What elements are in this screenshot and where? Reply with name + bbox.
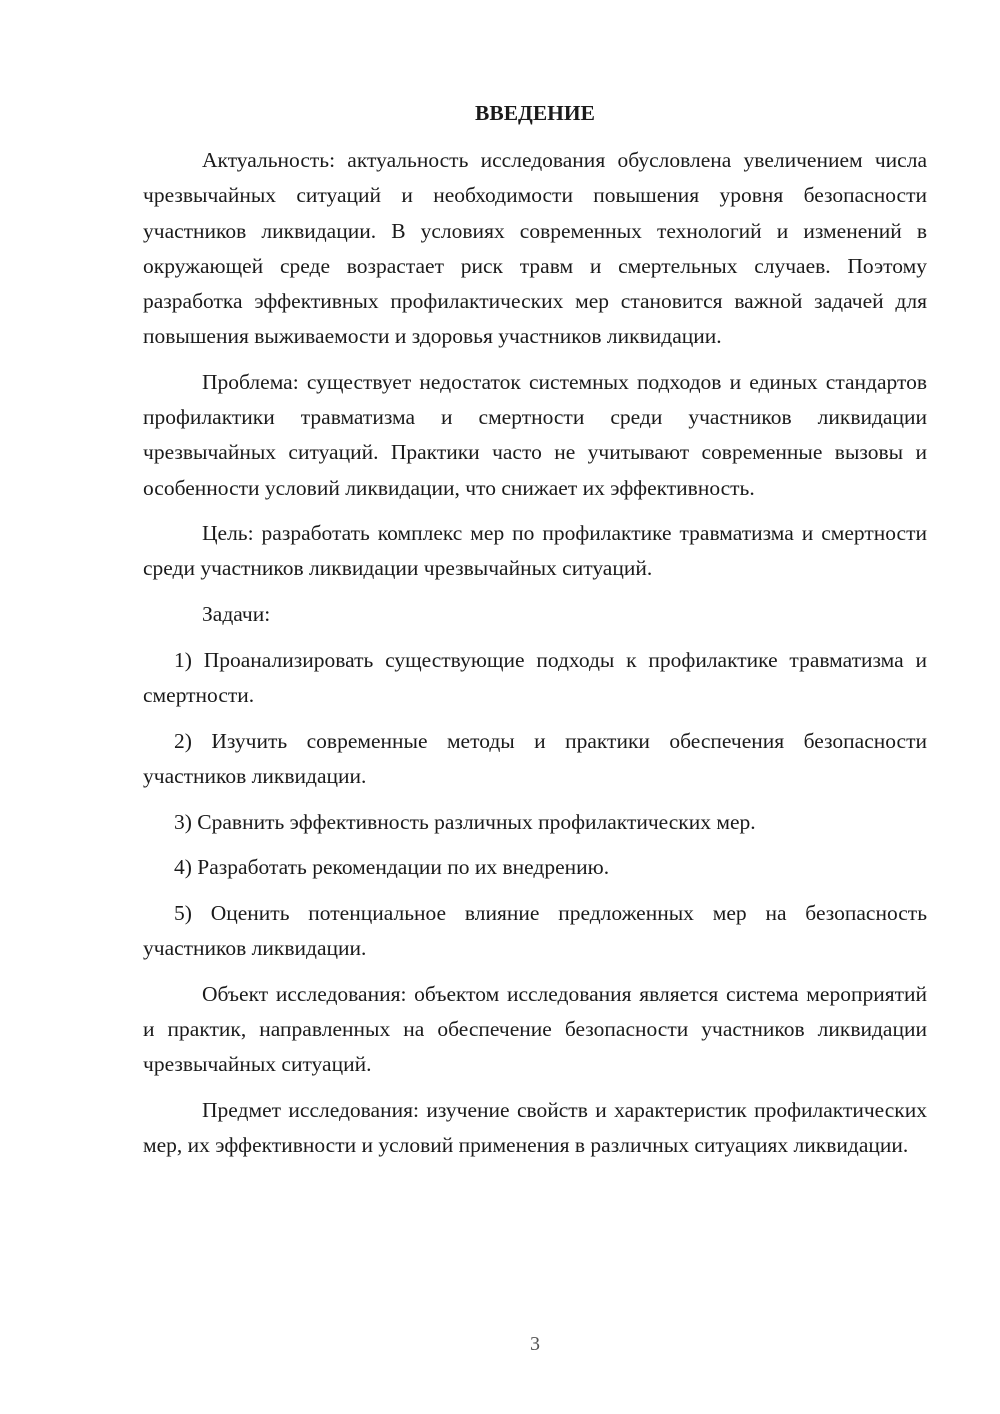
paragraph-relevance: Актуальность: актуальность исследования обусловлена увеличением числа чрезвычайных ситуаций и необходимости повышения уровня безопасности участников ликвидации. В условиях современных технологий и изменений в окружающей среде возрастает риск травм и смертельных случаев. Поэтому разработка эффективных профилактических мер становится важной задачей для повышения выживаемости и здоровья участников ликвидации. — [143, 148, 927, 349]
task-item-1: 1) Проанализировать существующие подходы к профилактике травматизма и смертности. — [143, 647, 927, 708]
task-item-5: 5) Оценить потенциальное влияние предложенных мер на безопасность участников ликвидации. — [143, 901, 927, 961]
paragraph-problem: Проблема: существует недостаток системных подходов и единых стандартов профилактики травматизма и смертности среди участников ликвидации чрезвычайных ситуаций. Практики часто не учитывают современные вызовы и особенности условий ликвидации, что снижает их эффективность. — [143, 369, 927, 500]
document-page — [143, 96, 927, 1174]
task-item-3: 3) Сравнить эффективность различных профилактических мер. — [174, 809, 756, 834]
paragraph-goal: Цель: разработать комплекс мер по профилактике травматизма и смертности среди участников ликвидации чрезвычайных ситуаций. — [143, 521, 927, 581]
paragraph-subject: Предмет исследования: изучение свойств и характеристик профилактических мер, их эффективности и условий применения в различных ситуациях ликвидации. — [143, 1098, 927, 1158]
page-number: 3 — [530, 1333, 540, 1355]
task-item-2: 2) Изучить современные методы и практики обеспечения безопасности участников ликвидации. — [143, 728, 927, 788]
paragraph-object: Объект исследования: объектом исследования является система мероприятий и практик, направленных на обеспечение безопасности участников ликвидации чрезвычайных ситуаций. — [143, 981, 927, 1077]
section-title: ВВЕДЕНИЕ — [475, 101, 595, 125]
task-item-4: 4) Разработать рекомендации по их внедрению. — [174, 855, 610, 880]
tasks-heading: Задачи: — [202, 602, 271, 627]
